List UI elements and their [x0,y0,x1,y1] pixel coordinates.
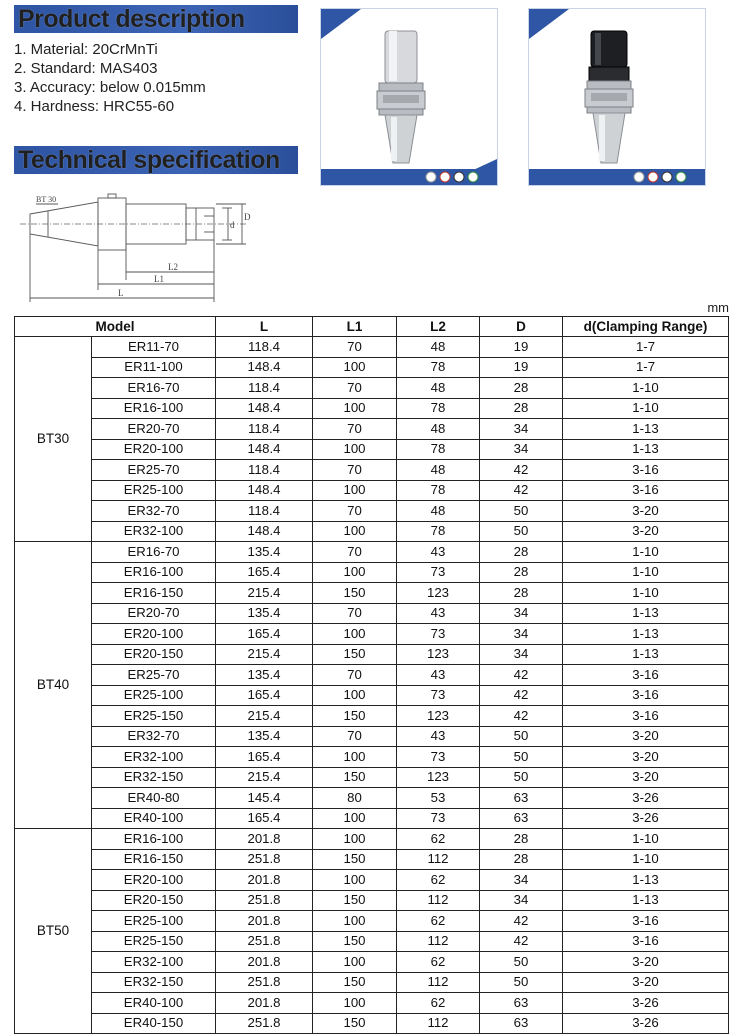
table-row [15,747,729,768]
cell-L2: 73 [397,624,480,645]
cell-L2: 62 [397,993,480,1014]
cell-model: ER20-100 [92,439,216,460]
table-row [15,378,729,399]
cell-L: 135.4 [216,665,313,686]
cell-L1: 150 [313,706,397,727]
spec-item-standard: 2. Standard: MAS403 [14,60,158,77]
table-row [15,849,729,870]
cell-model: ER40-150 [92,1013,216,1034]
cell-model: ER32-150 [92,972,216,993]
cell-clamping-range: 3-20 [563,747,729,768]
cell-L1: 150 [313,849,397,870]
table-row [15,439,729,460]
cell-model: ER32-100 [92,952,216,973]
group-label: BT30 [15,337,92,542]
cell-D: 34 [480,419,563,440]
cell-L: 148.4 [216,480,313,501]
cell-model: ER32-70 [92,726,216,747]
table-row [15,357,729,378]
cell-clamping-range: 1-10 [563,542,729,563]
cell-L: 215.4 [216,767,313,788]
cell-L1: 100 [313,747,397,768]
cell-clamping-range: 3-26 [563,993,729,1014]
cell-L: 118.4 [216,337,313,358]
cell-L1: 70 [313,542,397,563]
table-row [15,665,729,686]
cell-model: ER16-100 [92,829,216,850]
table-row [15,767,729,788]
cell-model: ER25-150 [92,931,216,952]
cell-L2: 62 [397,870,480,891]
cell-L2: 123 [397,644,480,665]
cell-L: 251.8 [216,972,313,993]
cell-clamping-range: 1-13 [563,624,729,645]
cell-L1: 100 [313,952,397,973]
cell-L2: 112 [397,849,480,870]
specification-table [14,316,729,1034]
table-row [15,480,729,501]
cell-model: ER20-70 [92,419,216,440]
cell-clamping-range: 1-10 [563,849,729,870]
table-row [15,419,729,440]
cell-L1: 100 [313,562,397,583]
cell-L1: 100 [313,829,397,850]
cell-model: ER25-70 [92,460,216,481]
technical-specification-heading [14,146,298,174]
cell-L: 201.8 [216,829,313,850]
table-row [15,706,729,727]
technical-specification-title: Technical specification [18,145,280,174]
cell-L2: 112 [397,972,480,993]
cell-model: ER16-150 [92,849,216,870]
cell-clamping-range: 1-10 [563,398,729,419]
cell-model: ER20-100 [92,624,216,645]
drawing-label-L: L [118,288,124,298]
product-photo-black-nut [528,8,706,186]
cell-model: ER25-100 [92,685,216,706]
cell-model: ER32-100 [92,747,216,768]
cell-L1: 100 [313,480,397,501]
technical-drawing [18,186,258,302]
drawing-label-taper: BT 30 [36,195,57,204]
cell-D: 63 [480,808,563,829]
cell-L2: 62 [397,952,480,973]
table-row [15,870,729,891]
cell-L2: 48 [397,337,480,358]
table-row [15,562,729,583]
cell-L1: 100 [313,870,397,891]
cell-L1: 150 [313,1013,397,1034]
cell-L1: 150 [313,890,397,911]
cell-L1: 80 [313,788,397,809]
cell-D: 42 [480,931,563,952]
cell-model: ER32-150 [92,767,216,788]
cell-D: 19 [480,337,563,358]
table-row [15,624,729,645]
cell-L2: 123 [397,706,480,727]
cell-L1: 100 [313,993,397,1014]
cell-L: 118.4 [216,419,313,440]
cell-clamping-range: 1-10 [563,583,729,604]
cell-model: ER40-100 [92,993,216,1014]
cell-model: ER20-70 [92,603,216,624]
cell-L: 251.8 [216,931,313,952]
cell-model: ER11-100 [92,357,216,378]
table-header-row [15,317,729,337]
cell-model: ER32-100 [92,521,216,542]
cell-L1: 100 [313,357,397,378]
cell-D: 19 [480,357,563,378]
cell-clamping-range: 1-7 [563,337,729,358]
table-row [15,460,729,481]
cell-D: 50 [480,952,563,973]
cell-L2: 48 [397,460,480,481]
cell-clamping-range: 3-26 [563,788,729,809]
cell-model: ER25-100 [92,911,216,932]
cell-L: 201.8 [216,870,313,891]
cell-clamping-range: 1-10 [563,829,729,850]
cell-D: 34 [480,644,563,665]
table-row [15,829,729,850]
cell-L: 165.4 [216,685,313,706]
cell-L: 165.4 [216,562,313,583]
cell-clamping-range: 3-20 [563,767,729,788]
cell-model: ER16-150 [92,583,216,604]
cell-L2: 43 [397,665,480,686]
cell-clamping-range: 3-16 [563,685,729,706]
table-row [15,542,729,563]
cell-L: 148.4 [216,439,313,460]
cell-L2: 78 [397,439,480,460]
table-row [15,972,729,993]
cell-D: 50 [480,972,563,993]
product-photo-silver [320,8,498,186]
cell-L: 148.4 [216,357,313,378]
table-row [15,788,729,809]
cell-L1: 150 [313,972,397,993]
cell-L1: 70 [313,726,397,747]
cell-D: 63 [480,788,563,809]
cell-L: 135.4 [216,542,313,563]
cell-D: 34 [480,624,563,645]
cell-L2: 78 [397,480,480,501]
cell-L: 251.8 [216,849,313,870]
cell-L1: 100 [313,911,397,932]
cell-L: 118.4 [216,501,313,522]
table-row [15,685,729,706]
cell-L2: 123 [397,583,480,604]
cell-D: 42 [480,685,563,706]
cell-L1: 70 [313,460,397,481]
cell-model: ER16-70 [92,542,216,563]
table-row [15,583,729,604]
drawing-label-d: d [230,220,235,230]
cell-L2: 43 [397,542,480,563]
cell-clamping-range: 1-13 [563,890,729,911]
cell-clamping-range: 3-16 [563,706,729,727]
cell-L: 118.4 [216,460,313,481]
header-L1: L1 [313,317,397,337]
cell-clamping-range: 3-26 [563,808,729,829]
cell-clamping-range: 1-13 [563,439,729,460]
cell-clamping-range: 3-20 [563,726,729,747]
cell-clamping-range: 1-10 [563,562,729,583]
cell-D: 34 [480,890,563,911]
cell-D: 50 [480,501,563,522]
cell-D: 28 [480,849,563,870]
table-row [15,993,729,1014]
cell-model: ER20-150 [92,890,216,911]
table-row [15,808,729,829]
cell-clamping-range: 3-16 [563,931,729,952]
cell-L: 201.8 [216,911,313,932]
cell-L1: 100 [313,808,397,829]
table-row [15,644,729,665]
cell-clamping-range: 3-20 [563,501,729,522]
cell-clamping-range: 3-20 [563,521,729,542]
table-row [15,337,729,358]
cell-model: ER25-100 [92,480,216,501]
cell-D: 42 [480,911,563,932]
cell-L2: 73 [397,562,480,583]
table-row [15,952,729,973]
table-row [15,603,729,624]
cell-L1: 100 [313,439,397,460]
cell-L2: 78 [397,398,480,419]
cell-D: 28 [480,583,563,604]
cell-L: 201.8 [216,993,313,1014]
header-D: D [480,317,563,337]
cell-L2: 112 [397,890,480,911]
cell-L: 118.4 [216,378,313,399]
cell-L2: 43 [397,603,480,624]
cell-D: 28 [480,829,563,850]
cell-model: ER40-100 [92,808,216,829]
cell-L: 145.4 [216,788,313,809]
cell-L1: 70 [313,501,397,522]
cell-L2: 53 [397,788,480,809]
spec-item-accuracy: 3. Accuracy: below 0.015mm [14,79,206,96]
cell-L1: 70 [313,665,397,686]
cell-L: 165.4 [216,808,313,829]
header-model: Model [15,317,216,337]
cell-L2: 78 [397,357,480,378]
cell-clamping-range: 1-13 [563,644,729,665]
cell-L2: 48 [397,378,480,399]
cell-L: 135.4 [216,603,313,624]
cell-D: 50 [480,521,563,542]
cell-D: 50 [480,767,563,788]
cell-model: ER25-70 [92,665,216,686]
table-row [15,398,729,419]
header-L2: L2 [397,317,480,337]
cell-L2: 73 [397,685,480,706]
group-label: BT40 [15,542,92,829]
cell-L: 215.4 [216,583,313,604]
cell-D: 34 [480,870,563,891]
cell-L1: 150 [313,931,397,952]
group-label: BT50 [15,829,92,1034]
cell-L: 148.4 [216,398,313,419]
cell-clamping-range: 3-16 [563,480,729,501]
cell-L: 135.4 [216,726,313,747]
cell-L1: 150 [313,644,397,665]
cell-model: ER40-80 [92,788,216,809]
cell-D: 42 [480,480,563,501]
cell-D: 42 [480,665,563,686]
cell-D: 50 [480,747,563,768]
cell-L2: 73 [397,808,480,829]
table-body [15,337,729,1034]
cell-model: ER16-100 [92,562,216,583]
table-row [15,890,729,911]
cell-D: 34 [480,439,563,460]
spec-item-material: 1. Material: 20CrMnTi [14,41,158,58]
product-description-title: Product description [18,4,245,33]
cell-L2: 78 [397,521,480,542]
table-row [15,931,729,952]
cell-clamping-range: 1-13 [563,419,729,440]
cell-model: ER32-70 [92,501,216,522]
cell-L2: 43 [397,726,480,747]
cell-L2: 62 [397,829,480,850]
cell-L1: 70 [313,419,397,440]
cell-L1: 150 [313,583,397,604]
cell-clamping-range: 1-13 [563,870,729,891]
cell-L: 165.4 [216,747,313,768]
cell-clamping-range: 3-20 [563,972,729,993]
cell-model: ER11-70 [92,337,216,358]
drawing-label-L1: L1 [154,274,164,284]
table-row [15,726,729,747]
cell-D: 42 [480,460,563,481]
cell-model: ER20-150 [92,644,216,665]
cell-D: 28 [480,562,563,583]
cell-L2: 48 [397,419,480,440]
cell-L: 165.4 [216,624,313,645]
cell-model: ER16-70 [92,378,216,399]
cell-model: ER16-100 [92,398,216,419]
cell-L1: 100 [313,624,397,645]
cell-L: 148.4 [216,521,313,542]
cell-L2: 112 [397,1013,480,1034]
unit-label: mm [707,300,729,315]
spec-item-hardness: 4. Hardness: HRC55-60 [14,98,175,115]
cell-L: 201.8 [216,952,313,973]
cell-clamping-range: 3-16 [563,665,729,686]
cell-D: 50 [480,726,563,747]
cell-clamping-range: 3-26 [563,1013,729,1034]
cell-L: 251.8 [216,890,313,911]
cell-D: 34 [480,603,563,624]
cell-L2: 62 [397,911,480,932]
cell-L: 251.8 [216,1013,313,1034]
cell-L: 215.4 [216,706,313,727]
product-description-heading [14,5,298,33]
cell-D: 42 [480,706,563,727]
cell-L: 215.4 [216,644,313,665]
cell-L2: 123 [397,767,480,788]
cell-D: 63 [480,1013,563,1034]
cell-L2: 112 [397,931,480,952]
cell-L1: 100 [313,685,397,706]
cell-L1: 70 [313,337,397,358]
cell-D: 28 [480,398,563,419]
drawing-label-L2: L2 [168,262,178,272]
cell-L2: 73 [397,747,480,768]
table-row [15,911,729,932]
table-row [15,501,729,522]
table-row [15,521,729,542]
cell-D: 28 [480,378,563,399]
cell-L1: 70 [313,603,397,624]
cell-clamping-range: 3-16 [563,460,729,481]
cell-clamping-range: 1-7 [563,357,729,378]
product-spec-list [14,40,206,116]
cell-L1: 150 [313,767,397,788]
cell-L2: 48 [397,501,480,522]
cell-D: 28 [480,542,563,563]
table-row [15,1013,729,1034]
cell-L1: 100 [313,398,397,419]
cell-model: ER20-100 [92,870,216,891]
cell-L1: 100 [313,521,397,542]
drawing-label-D: D [244,212,251,222]
header-clamping-range: d(Clamping Range) [563,317,729,337]
cell-L1: 70 [313,378,397,399]
header-L: L [216,317,313,337]
cell-clamping-range: 3-20 [563,952,729,973]
cell-D: 63 [480,993,563,1014]
cell-clamping-range: 3-16 [563,911,729,932]
cell-clamping-range: 1-10 [563,378,729,399]
cell-clamping-range: 1-13 [563,603,729,624]
cell-model: ER25-150 [92,706,216,727]
